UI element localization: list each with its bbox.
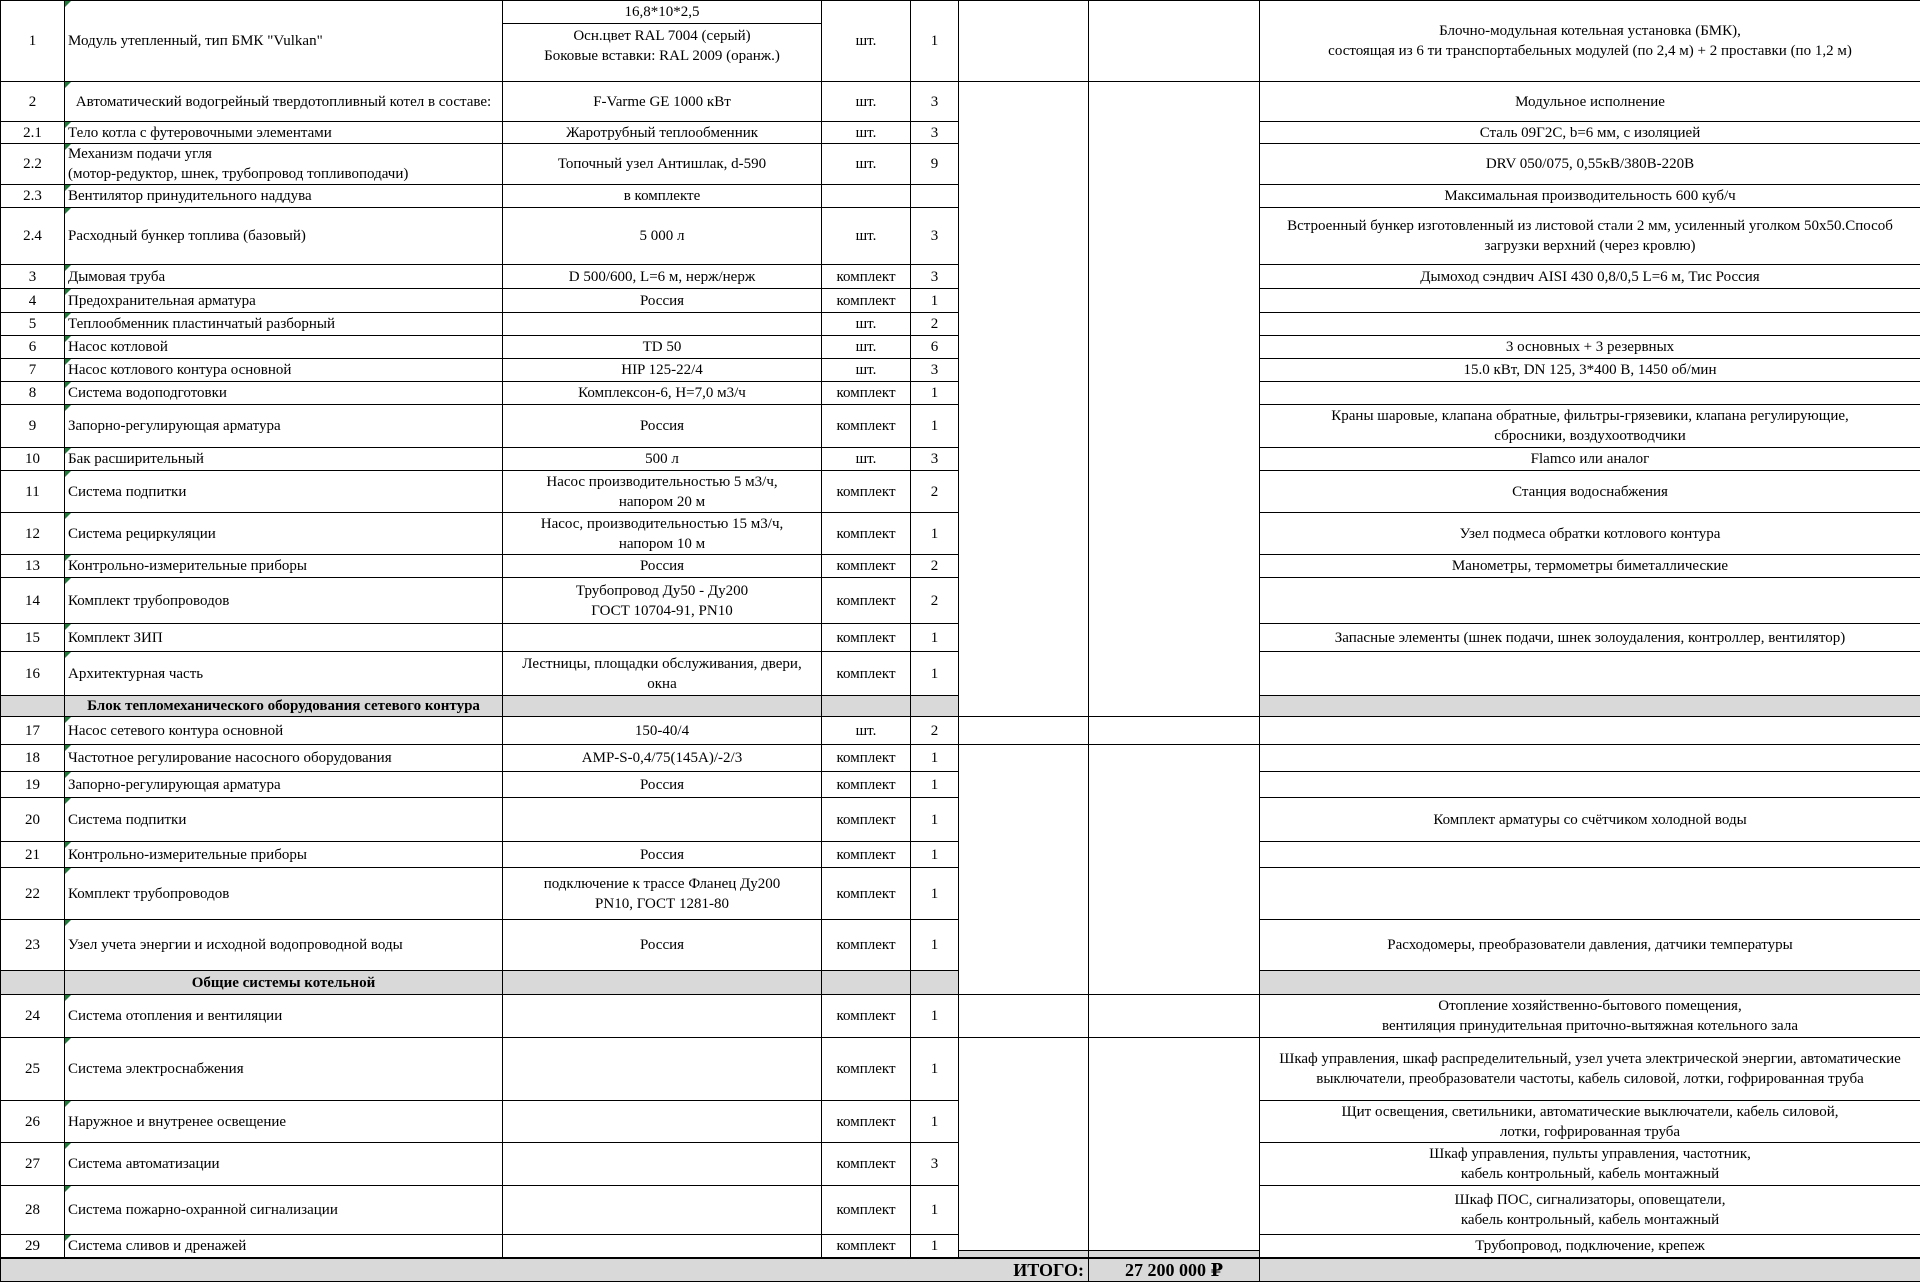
unit-cell[interactable]: шт.: [822, 448, 911, 471]
spec-cell[interactable]: F-Varme GE 1000 кВт: [503, 82, 822, 122]
spec-cell[interactable]: HIP 125-22/4: [503, 359, 822, 382]
unit-cell[interactable]: комплект: [822, 555, 911, 578]
row-number-cell[interactable]: 11: [1, 471, 65, 513]
row-number-cell[interactable]: 2.1: [1, 122, 65, 144]
note-cell[interactable]: Шкаф управления, пульты управления, частотник, кабель контрольный, кабель монтажный: [1260, 1143, 1920, 1186]
row-number-cell[interactable]: 5: [1, 313, 65, 336]
spec-cell[interactable]: Насос, производительностью 15 м3/ч, напором 10 м: [503, 513, 822, 555]
note-cell[interactable]: [1260, 868, 1920, 920]
section-title-cell[interactable]: Блок тепломеханического оборудования сетевого контура: [65, 696, 503, 717]
spec-cell[interactable]: Жаротрубный теплообменник: [503, 122, 822, 144]
qty-cell[interactable]: 2: [911, 313, 959, 336]
spec-cell[interactable]: [503, 1038, 822, 1101]
qty-cell[interactable]: 3: [911, 208, 959, 265]
qty-cell[interactable]: 1: [911, 1101, 959, 1143]
spec-cell[interactable]: Топочный узел Антишлак, d-590: [503, 144, 822, 185]
row-number-cell[interactable]: 2.2: [1, 144, 65, 185]
total-value-cell[interactable]: 27 200 000 ₽: [1089, 1258, 1260, 1282]
note-cell[interactable]: Flamco или аналог: [1260, 448, 1920, 471]
item-name-cell[interactable]: Система отопления и вентиляции: [65, 995, 503, 1038]
spec-cell[interactable]: [503, 1, 822, 82]
qty-cell[interactable]: 1: [911, 513, 959, 555]
note-cell[interactable]: Сталь 09Г2С, b=6 мм, с изоляцией: [1260, 122, 1920, 144]
row-number-cell[interactable]: 14: [1, 578, 65, 624]
price-cell-merged[interactable]: [959, 1038, 1089, 1258]
row-number-cell[interactable]: 21: [1, 842, 65, 868]
unit-cell[interactable]: комплект: [822, 513, 911, 555]
item-name-cell[interactable]: Насос сетевого контура основной: [65, 717, 503, 745]
note-cell[interactable]: Щит освещения, светильники, автоматические выключатели, кабель силовой, лотки, гофрированная труба: [1260, 1101, 1920, 1143]
note-cell[interactable]: Запасные элементы (шнек подачи, шнек золоудаления, контроллер, вентилятор): [1260, 624, 1920, 652]
qty-cell[interactable]: 3: [911, 448, 959, 471]
row-number-cell[interactable]: 18: [1, 745, 65, 772]
note-cell[interactable]: [1260, 652, 1920, 696]
row-number-cell[interactable]: 2.4: [1, 208, 65, 265]
unit-cell[interactable]: комплект: [822, 842, 911, 868]
item-name-cell[interactable]: Система рециркуляции: [65, 513, 503, 555]
unit-cell[interactable]: комплект: [822, 578, 911, 624]
empty-cell[interactable]: [503, 971, 822, 995]
note-cell[interactable]: Узел подмеса обратки котлового контура: [1260, 513, 1920, 555]
row-number-cell[interactable]: 29: [1, 1235, 65, 1258]
qty-cell[interactable]: [911, 185, 959, 208]
item-name-cell[interactable]: Предохранительная арматура: [65, 289, 503, 313]
note-cell[interactable]: Встроенный бункер изготовленный из листовой стали 2 мм, усиленный уголком 50х50.Способ загрузки верхний (через кровлю): [1260, 208, 1920, 265]
spec-cell[interactable]: [503, 313, 822, 336]
spec-cell[interactable]: [503, 1235, 822, 1258]
row-number-cell[interactable]: 2: [1, 82, 65, 122]
item-name-cell[interactable]: Архитектурная часть: [65, 652, 503, 696]
spec-cell[interactable]: Россия: [503, 555, 822, 578]
note-cell[interactable]: 15.0 кВт, DN 125, 3*400 В, 1450 об/мин: [1260, 359, 1920, 382]
note-cell[interactable]: Манометры, термометры биметаллические: [1260, 555, 1920, 578]
item-name-cell[interactable]: Комплект трубопроводов: [65, 868, 503, 920]
section-title-cell[interactable]: Общие системы котельной: [65, 971, 503, 995]
spec-cell[interactable]: Россия: [503, 772, 822, 798]
empty-cell[interactable]: [911, 696, 959, 717]
spec-cell[interactable]: Трубопровод Ду50 - Ду200 ГОСТ 10704-91, PN10: [503, 578, 822, 624]
unit-cell[interactable]: комплект: [822, 405, 911, 448]
item-name-cell[interactable]: Механизм подачи угля (мотор-редуктор, шнек, трубопровод топливоподачи): [65, 144, 503, 185]
row-number-cell[interactable]: 2.3: [1, 185, 65, 208]
row-number-cell[interactable]: 27: [1, 1143, 65, 1186]
note-cell[interactable]: Отопление хозяйственно-бытового помещения, вентиляция принудительная приточно-вытяжная котельного зала: [1260, 995, 1920, 1038]
row-number-cell[interactable]: 20: [1, 798, 65, 842]
price-cell-merged[interactable]: [959, 82, 1089, 717]
spec-cell[interactable]: подключение к трассе Фланец Ду200 PN10, ГОСТ 1281-80: [503, 868, 822, 920]
unit-cell[interactable]: комплект: [822, 624, 911, 652]
item-name-cell[interactable]: Бак расширительный: [65, 448, 503, 471]
qty-cell[interactable]: 2: [911, 717, 959, 745]
row-number-cell[interactable]: 22: [1, 868, 65, 920]
spec-cell[interactable]: TD 50: [503, 336, 822, 359]
note-cell[interactable]: Дымоход сэндвич AISI 430 0,8/0,5 L=6 м, Тис Россия: [1260, 265, 1920, 289]
qty-cell[interactable]: 3: [911, 82, 959, 122]
unit-cell[interactable]: комплект: [822, 1235, 911, 1258]
unit-cell[interactable]: шт.: [822, 82, 911, 122]
note-cell[interactable]: [1260, 289, 1920, 313]
spec-cell[interactable]: Россия: [503, 405, 822, 448]
note-cell[interactable]: [1260, 842, 1920, 868]
unit-cell[interactable]: комплект: [822, 265, 911, 289]
qty-cell[interactable]: 1: [911, 772, 959, 798]
qty-cell[interactable]: 1: [911, 920, 959, 971]
qty-cell[interactable]: 1: [911, 1235, 959, 1258]
row-number-cell[interactable]: 19: [1, 772, 65, 798]
row-number-cell[interactable]: 26: [1, 1101, 65, 1143]
row-number-cell[interactable]: 23: [1, 920, 65, 971]
unit-cell[interactable]: комплект: [822, 382, 911, 405]
unit-cell[interactable]: комплект: [822, 995, 911, 1038]
spec-cell[interactable]: [503, 1143, 822, 1186]
qty-cell[interactable]: 3: [911, 1143, 959, 1186]
table-body: [1, 1, 1920, 1282]
qty-cell[interactable]: 1: [911, 289, 959, 313]
row-number-cell[interactable]: [1, 971, 65, 995]
item-name-cell[interactable]: Система подпитки: [65, 471, 503, 513]
qty-cell[interactable]: 1: [911, 798, 959, 842]
unit-cell[interactable]: шт.: [822, 336, 911, 359]
spec-cell[interactable]: Россия: [503, 842, 822, 868]
row-number-cell[interactable]: 8: [1, 382, 65, 405]
unit-cell[interactable]: шт.: [822, 208, 911, 265]
spec-cell[interactable]: [503, 1186, 822, 1235]
spec-cell[interactable]: 150-40/4: [503, 717, 822, 745]
sum-cell[interactable]: [1089, 717, 1260, 745]
table-row: [1, 1, 1920, 82]
qty-cell[interactable]: 1: [911, 1, 959, 82]
qty-cell[interactable]: 6: [911, 336, 959, 359]
item-name-cell[interactable]: Контрольно-измерительные приборы: [65, 555, 503, 578]
note-cell[interactable]: Шкаф ПОС, сигнализаторы, оповещатели, кабель контрольный, кабель монтажный: [1260, 1186, 1920, 1235]
item-name-cell[interactable]: Модуль утепленный, тип БМК "Vulkan": [65, 1, 503, 82]
note-cell[interactable]: Трубопровод, подключение, крепеж: [1260, 1235, 1920, 1258]
item-name-cell[interactable]: Система подпитки: [65, 798, 503, 842]
cell-shading: [1089, 1250, 1259, 1257]
unit-cell[interactable]: комплект: [822, 745, 911, 772]
table-row: [1, 82, 1920, 122]
item-name-cell[interactable]: Запорно-регулирующая арматура: [65, 772, 503, 798]
item-name-cell[interactable]: Вентилятор принудительного наддува: [65, 185, 503, 208]
spec-cell[interactable]: 500 л: [503, 448, 822, 471]
spec-cell[interactable]: [503, 995, 822, 1038]
note-cell[interactable]: [1260, 313, 1920, 336]
empty-cell[interactable]: [822, 696, 911, 717]
unit-cell[interactable]: комплект: [822, 471, 911, 513]
sum-cell[interactable]: [1089, 995, 1260, 1038]
note-cell[interactable]: [1260, 772, 1920, 798]
qty-cell[interactable]: 1: [911, 624, 959, 652]
empty-cell[interactable]: [822, 971, 911, 995]
item-name-cell[interactable]: Система электроснабжения: [65, 1038, 503, 1101]
unit-cell[interactable]: шт.: [822, 144, 911, 185]
qty-cell[interactable]: 9: [911, 144, 959, 185]
item-name-cell[interactable]: Система водоподготовки: [65, 382, 503, 405]
sum-cell-merged[interactable]: [1089, 82, 1260, 717]
note-cell[interactable]: [1260, 578, 1920, 624]
qty-cell[interactable]: 1: [911, 842, 959, 868]
unit-cell[interactable]: [822, 185, 911, 208]
row-number-cell[interactable]: 6: [1, 336, 65, 359]
empty-cell[interactable]: [1260, 1258, 1920, 1282]
note-cell[interactable]: [1260, 382, 1920, 405]
item-name-cell[interactable]: Комплект ЗИП: [65, 624, 503, 652]
price-cell-merged[interactable]: [959, 745, 1089, 995]
table-row: [1, 1038, 1920, 1101]
qty-cell[interactable]: 1: [911, 745, 959, 772]
unit-cell[interactable]: комплект: [822, 868, 911, 920]
row-number-cell[interactable]: 1: [1, 1, 65, 82]
item-name-cell[interactable]: Частотное регулирование насосного оборудования: [65, 745, 503, 772]
empty-cell[interactable]: [911, 971, 959, 995]
item-name-cell[interactable]: Насос котловой: [65, 336, 503, 359]
unit-cell[interactable]: комплект: [822, 920, 911, 971]
qty-cell[interactable]: 2: [911, 471, 959, 513]
spec-cell[interactable]: Насос производительностью 5 м3/ч, напором 20 м: [503, 471, 822, 513]
qty-cell[interactable]: 1: [911, 652, 959, 696]
qty-cell[interactable]: 3: [911, 265, 959, 289]
unit-cell[interactable]: комплект: [822, 1038, 911, 1101]
spec-cell[interactable]: [503, 624, 822, 652]
row-number-cell[interactable]: 25: [1, 1038, 65, 1101]
spec-cell[interactable]: Комплексон-6, Н=7,0 м3/ч: [503, 382, 822, 405]
price-cell[interactable]: [959, 1, 1089, 82]
row-number-cell[interactable]: 3: [1, 265, 65, 289]
spec-cell[interactable]: D 500/600, L=6 м, нерж/нерж: [503, 265, 822, 289]
item-name-cell[interactable]: Автоматический водогрейный твердотопливный котел в составе:: [65, 82, 503, 122]
empty-cell[interactable]: [1260, 696, 1920, 717]
item-name-cell[interactable]: Запорно-регулирующая арматура: [65, 405, 503, 448]
row-number-cell[interactable]: [1, 696, 65, 717]
row-number-cell[interactable]: 28: [1, 1186, 65, 1235]
spec-cell[interactable]: 5 000 л: [503, 208, 822, 265]
row-number-cell[interactable]: 4: [1, 289, 65, 313]
spec-cell[interactable]: [503, 798, 822, 842]
item-name-cell[interactable]: Контрольно-измерительные приборы: [65, 842, 503, 868]
note-cell[interactable]: [1260, 717, 1920, 745]
qty-cell[interactable]: 1: [911, 995, 959, 1038]
unit-cell[interactable]: шт.: [822, 313, 911, 336]
note-cell[interactable]: Комплект арматуры со счётчиком холодной воды: [1260, 798, 1920, 842]
row-number-cell[interactable]: 17: [1, 717, 65, 745]
row-number-cell[interactable]: 24: [1, 995, 65, 1038]
note-cell[interactable]: Блочно-модульная котельная установка (БМК), состоящая из 6 ти транспортабельных модулей (по 2,4 м) + 2 проставки (по 1,2 м): [1260, 1, 1920, 82]
note-cell[interactable]: Расходомеры, преобразователи давления, датчики температуры: [1260, 920, 1920, 971]
item-name-cell[interactable]: Система сливов и дренажей: [65, 1235, 503, 1258]
item-name-cell[interactable]: Дымовая труба: [65, 265, 503, 289]
qty-cell[interactable]: 2: [911, 578, 959, 624]
qty-cell[interactable]: 1: [911, 1038, 959, 1101]
note-cell[interactable]: DRV 050/075, 0,55кВ/380В-220В: [1260, 144, 1920, 185]
note-cell[interactable]: Краны шаровые, клапана обратные, фильтры-грязевики, клапана регулирующие, сбросники, воздухоотводчики: [1260, 405, 1920, 448]
unit-cell[interactable]: комплект: [822, 1143, 911, 1186]
spec-cell[interactable]: Россия: [503, 289, 822, 313]
row-number-cell[interactable]: 13: [1, 555, 65, 578]
total-label-cell[interactable]: ИТОГО:: [1, 1258, 1089, 1282]
table-row: [1, 745, 1920, 772]
sum-cell[interactable]: [1089, 1, 1260, 82]
item-name-cell[interactable]: Комплект трубопроводов: [65, 578, 503, 624]
price-cell[interactable]: [959, 995, 1089, 1038]
qty-cell[interactable]: 3: [911, 122, 959, 144]
qty-cell[interactable]: 1: [911, 1186, 959, 1235]
item-name-cell[interactable]: Узел учета энергии и исходной водопроводной воды: [65, 920, 503, 971]
spec-cell[interactable]: в комплекте: [503, 185, 822, 208]
table-row: [1, 995, 1920, 1038]
note-cell[interactable]: 3 основных + 3 резервных: [1260, 336, 1920, 359]
total-row: [1, 1258, 1920, 1282]
item-name-cell[interactable]: Теплообменник пластинчатый разборный: [65, 313, 503, 336]
unit-cell[interactable]: комплект: [822, 652, 911, 696]
color-spec-text: Осн.цвет RAL 7004 (серый) Боковые вставки: RAL 2009 (оранж.): [544, 28, 780, 64]
spec-cell[interactable]: Россия: [503, 920, 822, 971]
row-number-cell[interactable]: 7: [1, 359, 65, 382]
spec-cell[interactable]: Лестницы, площадки обслуживания, двери, окна: [503, 652, 822, 696]
item-name-cell[interactable]: Тело котла с футеровочными элементами: [65, 122, 503, 144]
row-number-cell[interactable]: 9: [1, 405, 65, 448]
qty-cell[interactable]: 1: [911, 405, 959, 448]
qty-cell[interactable]: 3: [911, 359, 959, 382]
item-name-cell[interactable]: Наружное и внутренее освещение: [65, 1101, 503, 1143]
spec-cell[interactable]: AMP-S-0,4/75(145A)/-2/3: [503, 745, 822, 772]
note-cell[interactable]: Модульное исполнение: [1260, 82, 1920, 122]
unit-cell[interactable]: шт.: [822, 122, 911, 144]
unit-cell[interactable]: комплект: [822, 289, 911, 313]
empty-cell[interactable]: [1260, 971, 1920, 995]
row-number-cell[interactable]: 16: [1, 652, 65, 696]
sum-cell-merged[interactable]: [1089, 745, 1260, 995]
dimensions-text: 16,8*10*2,5: [503, 1, 821, 24]
unit-cell[interactable]: шт.: [822, 1, 911, 82]
row-number-cell[interactable]: 15: [1, 624, 65, 652]
item-name-cell[interactable]: Система пожарно-охранной сигнализации: [65, 1186, 503, 1235]
unit-cell[interactable]: комплект: [822, 798, 911, 842]
spec-cell[interactable]: [503, 1101, 822, 1143]
unit-cell[interactable]: шт.: [822, 717, 911, 745]
unit-cell[interactable]: комплект: [822, 772, 911, 798]
unit-cell[interactable]: комплект: [822, 1101, 911, 1143]
unit-cell[interactable]: шт.: [822, 359, 911, 382]
item-name-cell[interactable]: Система автоматизации: [65, 1143, 503, 1186]
empty-cell[interactable]: [503, 696, 822, 717]
cell-shading: [959, 1250, 1088, 1257]
qty-cell[interactable]: 2: [911, 555, 959, 578]
item-name-cell[interactable]: Насос котлового контура основной: [65, 359, 503, 382]
price-cell[interactable]: [959, 717, 1089, 745]
note-cell[interactable]: Станция водоснабжения: [1260, 471, 1920, 513]
qty-cell[interactable]: 1: [911, 382, 959, 405]
note-cell[interactable]: [1260, 745, 1920, 772]
row-number-cell[interactable]: 10: [1, 448, 65, 471]
row-number-cell[interactable]: 12: [1, 513, 65, 555]
note-cell[interactable]: Максимальная производительность 600 куб/ч: [1260, 185, 1920, 208]
sum-cell-merged[interactable]: [1089, 1038, 1260, 1258]
unit-cell[interactable]: комплект: [822, 1186, 911, 1235]
qty-cell[interactable]: 1: [911, 868, 959, 920]
note-cell[interactable]: Шкаф управления, шкаф распределительный, узел учета электрической энергии, автоматические выключатели, преобразователи частоты, кабель силовой, лотки, гофрированная труба: [1260, 1038, 1920, 1101]
item-name-cell[interactable]: Расходный бункер топлива (базовый): [65, 208, 503, 265]
table-row: [1, 717, 1920, 745]
